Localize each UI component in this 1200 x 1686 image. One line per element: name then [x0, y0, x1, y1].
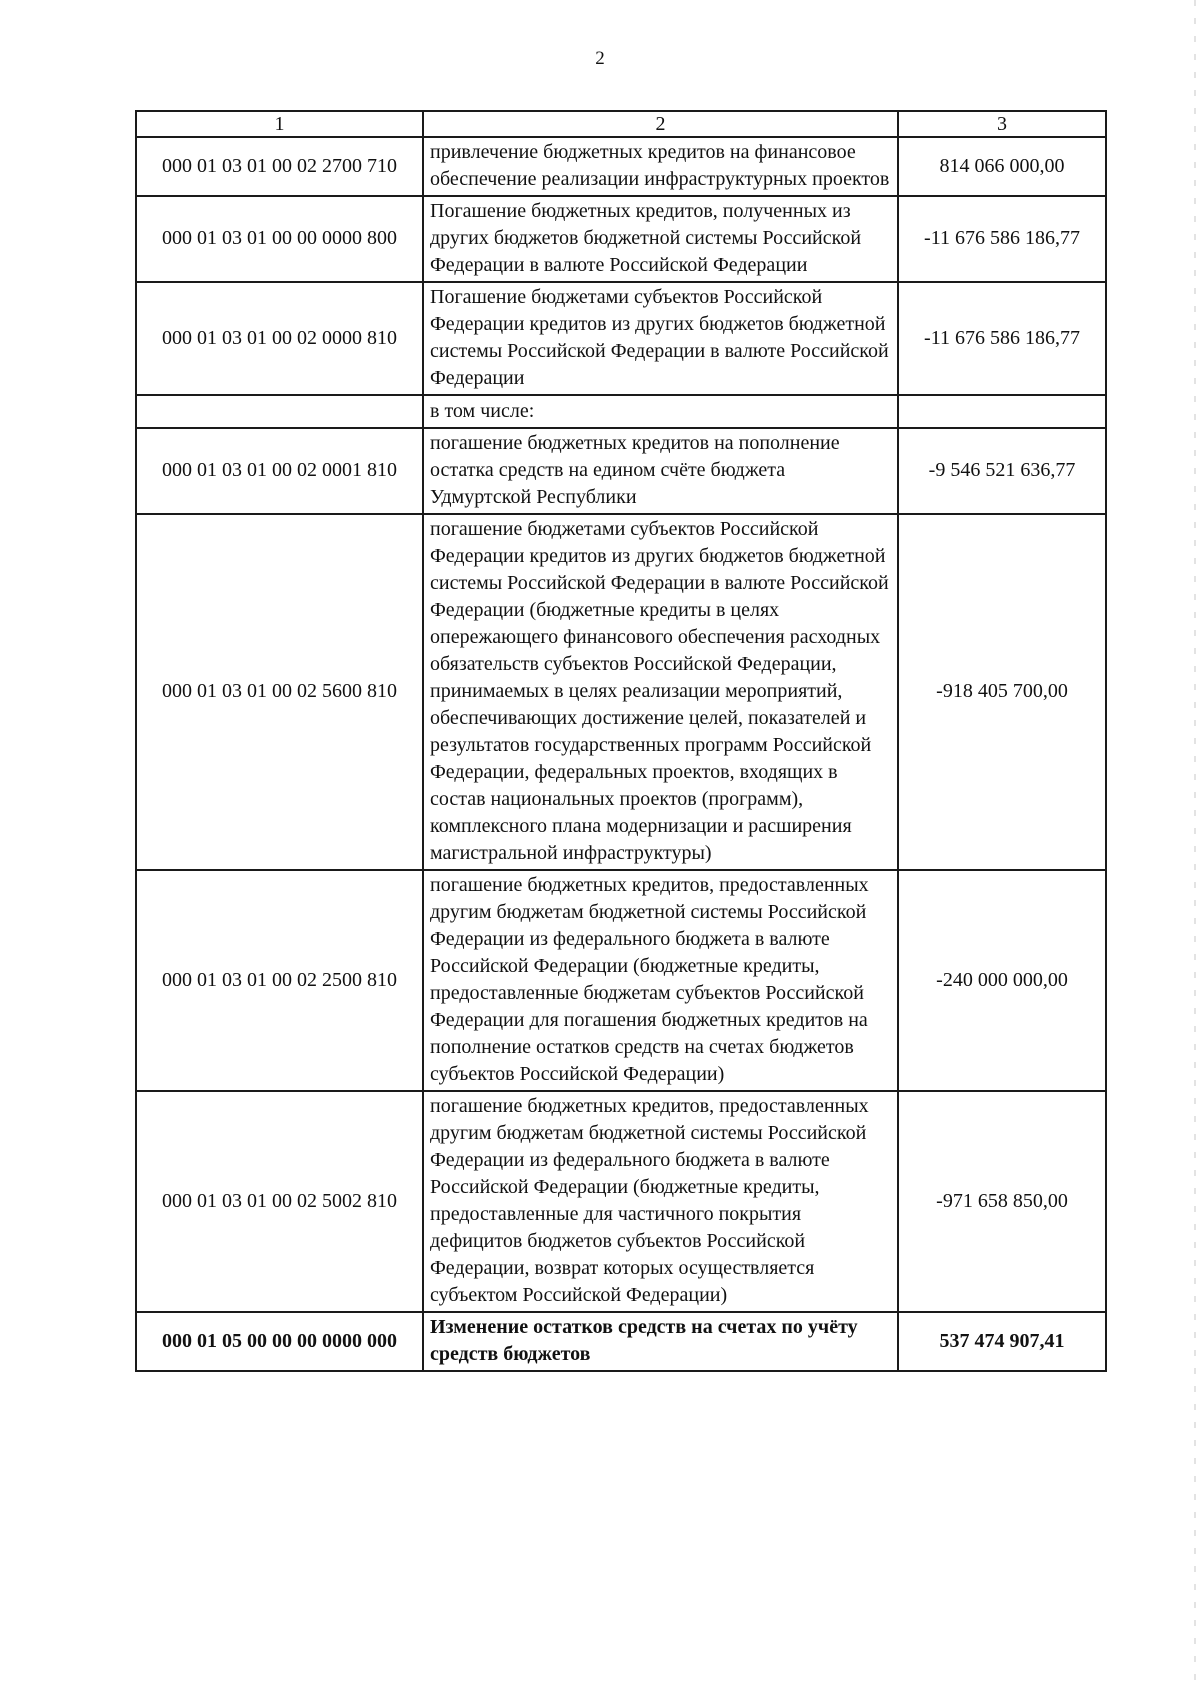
row-amount: -9 546 521 636,77: [898, 428, 1106, 514]
row-amount: -971 658 850,00: [898, 1091, 1106, 1312]
row-code: 000 01 03 01 00 02 2700 710: [136, 137, 423, 196]
row-description: Погашение бюджетами субъектов Российской Федерации кредитов из других бюджетов бюджетной системы Российской Федерации в валюте Российской Федерации: [423, 282, 898, 395]
table-row: [136, 196, 1106, 282]
row-amount: -11 676 586 186,77: [898, 196, 1106, 282]
table-row: [136, 514, 1106, 870]
table-row: [136, 282, 1106, 395]
row-amount: -240 000 000,00: [898, 870, 1106, 1091]
row-description: привлечение бюджетных кредитов на финансовое обеспечение реализации инфраструктурных проектов: [423, 137, 898, 196]
row-code: 000 01 03 01 00 02 0001 810: [136, 428, 423, 514]
row-description: погашение бюджетных кредитов, предоставленных другим бюджетам бюджетной системы Российской Федерации из федерального бюджета в валюте Российской Федерации (бюджетные кредиты, предоставленные для частичного покрытия дефицитов бюджетов субъектов Российской Федерации, возврат которых осуществляется субъектом Российской Федерации): [423, 1091, 898, 1312]
column-header-amount: 3: [898, 111, 1106, 137]
row-code: [136, 395, 423, 428]
row-description: Погашение бюджетных кредитов, полученных из других бюджетов бюджетной системы Российской Федерации в валюте Российской Федерации: [423, 196, 898, 282]
row-amount: 814 066 000,00: [898, 137, 1106, 196]
row-amount: 537 474 907,41: [898, 1312, 1106, 1371]
budget-sources-table: [135, 110, 1107, 1372]
table-header-row: [136, 111, 1106, 137]
row-description: погашение бюджетных кредитов, предоставленных другим бюджетам бюджетной системы Российской Федерации из федерального бюджета в валюте Российской Федерации (бюджетные кредиты, предоставленные бюджетам субъектов Российской Федерации для погашения бюджетных кредитов на пополнение остатков средств на счетах бюджетов субъектов Российской Федерации): [423, 870, 898, 1091]
row-description: погашение бюджетных кредитов на пополнение остатка средств на едином счёте бюджета Удмуртской Республики: [423, 428, 898, 514]
table-row: [136, 428, 1106, 514]
row-amount: -918 405 700,00: [898, 514, 1106, 870]
row-code: 000 01 05 00 00 00 0000 000: [136, 1312, 423, 1371]
row-code: 000 01 03 01 00 00 0000 800: [136, 196, 423, 282]
table-row: [136, 1091, 1106, 1312]
table-row: [136, 137, 1106, 196]
page-number: 2: [595, 48, 605, 69]
row-amount: -11 676 586 186,77: [898, 282, 1106, 395]
column-header-description: 2: [423, 111, 898, 137]
table-row: [136, 870, 1106, 1091]
table-row-total: [136, 1312, 1106, 1371]
row-description: погашение бюджетами субъектов Российской Федерации кредитов из других бюджетов бюджетной системы Российской Федерации в валюте Российской Федерации (бюджетные кредиты в целях опережающего финансового обеспечения расходных обязательств субъектов Российской Федерации, принимаемых в целях реализации мероприятий, обеспечивающих достижение целей, показателей и результатов государственных программ Российской Федерации, федеральных проектов, входящих в состав национальных проектов (программ), комплексного плана модернизации и расширения магистральной инфраструктуры): [423, 514, 898, 870]
scan-edge-artifact: [1194, 0, 1196, 1686]
row-amount: [898, 395, 1106, 428]
column-header-code: 1: [136, 111, 423, 137]
row-description: Изменение остатков средств на счетах по учёту средств бюджетов: [423, 1312, 898, 1371]
row-code: 000 01 03 01 00 02 2500 810: [136, 870, 423, 1091]
row-code: 000 01 03 01 00 02 0000 810: [136, 282, 423, 395]
row-description: в том числе:: [423, 395, 898, 428]
table-row-subheading: [136, 395, 1106, 428]
row-code: 000 01 03 01 00 02 5600 810: [136, 514, 423, 870]
row-code: 000 01 03 01 00 02 5002 810: [136, 1091, 423, 1312]
